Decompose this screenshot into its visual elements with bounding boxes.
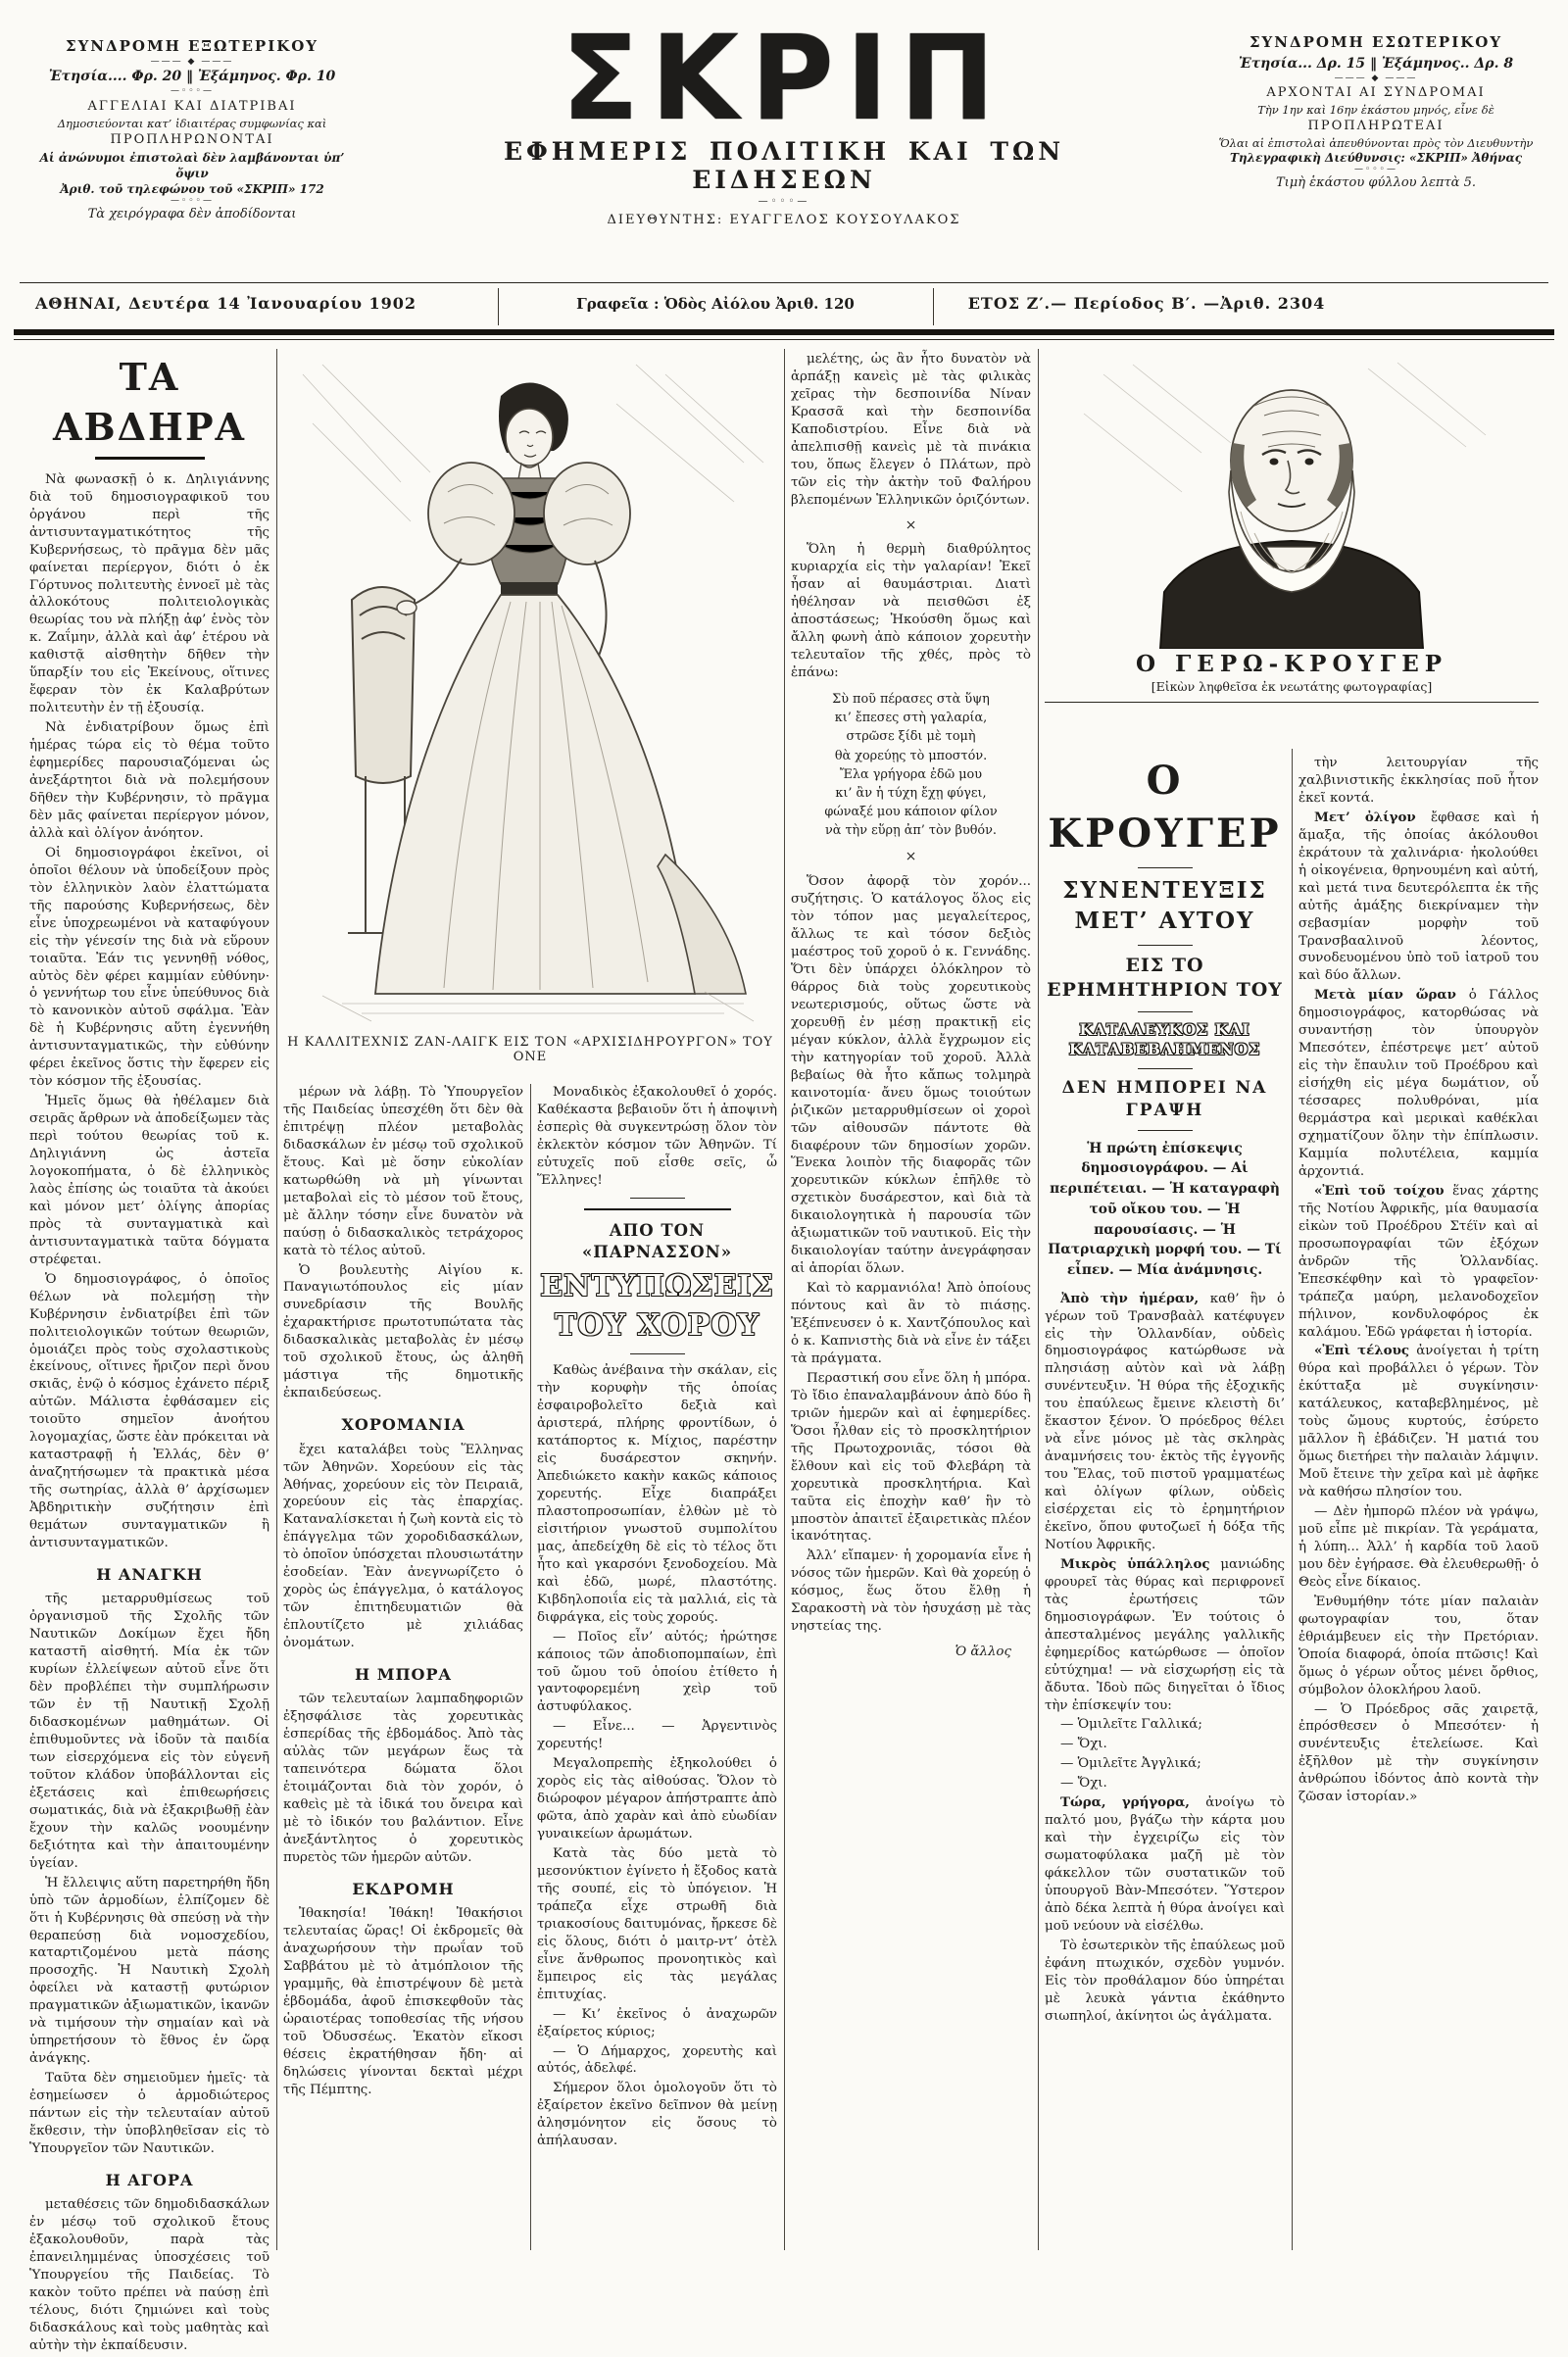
- illustration-caption: Η ΚΑΛΛΙΤΕΧΝΙΣ ΖΑΝ-ΛΑΙΓΚ ΕΙΣ ΤΟΝ «ΑΡΧΙΣΙΔΗΡΟΥΡΓΟΝ» ΤΟΥ ΟΝΕ: [287, 1035, 773, 1064]
- column-rule: [1038, 349, 1039, 2250]
- article-title-ball-impressions: ΕΝΤΥΠΩΣΕΙΣ ΤΟΥ ΧΟΡΟΥ: [540, 1268, 774, 1344]
- text-block: ἔχει καταλάβει τοὺς Ἕλληνας τῶν Ἀθηνῶν. Χορεύουν εἰς τὰς Ἀθήνας, χορεύουν εἰς τὸν Πειραιᾶ, χορεύουν εἰς τὰς ἐπαρχίας. Καταναλίσκεται ἡ ζωὴ κοντὰ εἰς τὸ ἐπάγγελμα τῶν χοροδιδασκάλων, τὸ ὁποῖον ὑπόσχεται πλουσιωτάτην ἐσοδείαν. Ἐὰν ἀνεγνωρίζετο ὁ χορὸς ὡς ἐπάγγελμα, ὁ κατάλογος τῶν ἐπιτηδευματιῶν θὰ ἐπλουτίζετο μὲ χιλιάδας ὀνομάτων.: [283, 1442, 523, 1651]
- article-abdera: [29, 351, 270, 2357]
- domestic-subscription-title: ΣΥΝΔΡΟΜΗ ΕΣΩΤΕΡΙΚΟΥ: [1249, 33, 1503, 51]
- column-2-body: [283, 1084, 523, 2101]
- text-block: [630, 1198, 685, 1199]
- text-block: ×: [905, 849, 917, 865]
- masthead-divider-rule: [20, 282, 1548, 283]
- kruger-portrait-svg: [1045, 345, 1539, 649]
- headline-underline: [95, 457, 205, 460]
- text-block: — Ὄχι.: [1060, 1737, 1107, 1752]
- actress-illustration: [283, 345, 777, 1064]
- portrait-note: [Εἰκὼν ληφθεῖσα ἐκ νεωτάτης φωτογραφίας]: [1151, 679, 1433, 694]
- text-block: Ἡ ἔλλειψις αὕτη παρετηρήθη ἤδη ὑπὸ τῶν ἁρμοδίων, ἐλπίζομεν δὲ ὅτι ἡ Κυβέρνησις θὰ σπεύσῃ νὰ τὴν θεραπεύσῃ διὰ νομοσχεδίου, καταρτιζομένου μετὰ πάσης προσοχῆς. Ἡ Ναυτικὴ Σχολὴ ὀφείλει νὰ καταστῇ φυτώριον πραγματικῶν ἀξιωματικῶν, ἱκανῶν νὰ τιμήσουν τὴν σημαίαν καὶ νὰ ὑπηρετήσουν τὸ ἔθνος ἐν ὥρᾳ ἀνάγκης.: [29, 1875, 270, 2067]
- ornament: —◦◦◦—: [171, 196, 214, 207]
- ads-title: ΑΓΓΕΛΙΑΙ ΚΑΙ ΔΙΑΤΡΙΒΑΙ: [87, 99, 297, 115]
- telegraph-address-line: Τηλεγραφικὴ Διεύθυνσις: «ΣΚΡΙΠ» Ἀθήνας: [1230, 151, 1522, 166]
- subscriptions-start-title: ΑΡΧΟΝΤΑΙ ΑΙ ΣΥΝΔΡΟΜΑΙ: [1266, 85, 1486, 101]
- column-subhead: Η ΑΓΟΡΑ: [105, 2170, 194, 2189]
- column-2-text: [283, 1084, 523, 2099]
- text-block: Μικρὸς ὑπάλληλος μανιώδης φρουρεῖ τὰς θύρας καὶ περιφρονεῖ τὰς ἐρωτήσεις τῶν δημοσιογράφων. Ἐν τούτοις ὁ ἀπεσταλμένος μεγάλης γαλλικῆς ἐφημερίδος κατώρθωσε — ὁποῖον εὐτύχημα! — νὰ εἰσχωρήσῃ εἰς τὰ ἄδυτα. Ἰδοὺ πῶς διηγεῖται ὁ ἴδιος τὴν ἐπίσκεψίν του:: [1045, 1555, 1285, 1713]
- column-6-body: [1298, 755, 1539, 1808]
- column-rule: [1292, 749, 1293, 2250]
- ornament: —◦◦◦—: [1354, 165, 1397, 175]
- text-block: — Ὄχι.: [1060, 1776, 1107, 1792]
- dateline-city-date: ΑΘΗΝΑΙ, Δευτέρα 14 Ἰανουαρίου 1902: [35, 294, 417, 313]
- article-title-abdera: ΤΑ ΑΒΔΗΡΑ: [52, 355, 247, 449]
- abdera-body: [29, 471, 270, 2355]
- text-block: — Ὁμιλεῖτε Ἀγγλικά;: [1060, 1756, 1201, 1772]
- column-4-text: [791, 351, 1031, 1661]
- column-rule: [784, 349, 785, 2250]
- kruger-headline-1: Ο ΚΡΟΥΓΕΡ: [1048, 758, 1282, 857]
- subscription-box-foreign: [27, 35, 357, 222]
- text-block: τῆς μεταρρυθμίσεως τοῦ ὀργανισμοῦ τῆς Σχολῆς τῶν Ναυτικῶν Δοκίμων ἔχει ἤδη καταστῆ αἰσθητή. Μία ἐκ τῶν κυρίων ἐλλείψεων αὐτοῦ εἶνε ὅτι δὲν προβλέπει τὴν συμπλήρωσιν τῶν ἐν τῇ Ναυτικῇ Σχολῇ διδασκομένων μαθημάτων. Οἱ ἐπιθυμοῦντες νὰ ἰδοῦν τὰ παιδία των εἰσερχόμενα εἰς τὸν εὐγενῆ τοῦτον κλάδον ὑποβάλλονται εἰς ἐξετάσεις καὶ ἐπιθεωρήσεις σωματικάς, διὰ νὰ ἐξακριβωθῇ ἐὰν ἔχουν τὴν καλῶς νοουμένην δεξιότητα καὶ τὴν ἀπαιτουμένην ὑγείαν.: [29, 1592, 270, 1871]
- column-3-intro: [537, 1084, 777, 1199]
- thin-rule: [14, 339, 1554, 340]
- headline-rule: [1138, 1068, 1193, 1069]
- text-block: ×: [905, 516, 917, 533]
- column-6-text: [1298, 755, 1539, 1806]
- foreign-rates: Ἐτησία.... Φρ. 20 ‖ Ἐξάμηνος. Φρ. 10: [48, 69, 336, 85]
- prepaid-note: ΠΡΟΠΛΗΡΩΤΕΑΙ: [1307, 119, 1445, 134]
- dateline-issue-number: ΕΤΟΣ Ζ′.— Περίοδος Β′. —Ἀριθ. 2304: [967, 294, 1326, 313]
- text-block: Ἐνθυμήθην τότε μίαν παλαιὰν φωτογραφίαν του, ὅταν ἐθριάμβευεν εἰς τὴν Πρετόριαν. Ὁποία διαφορά, ὁποία πτῶσις! Καὶ ὅμως ὁ γέρων οὗτος μένει ὄρθιος, σύμβολον ὁλοκλήρου λαοῦ.: [1298, 1594, 1539, 1697]
- kruger-body: [1045, 1291, 1285, 2026]
- kruger-headline-3: ΕΙΣ ΤΟ ΕΡΗΜΗΤΗΡΙΟΝ ΤΟΥ: [1047, 954, 1283, 1002]
- text-block: Τὸ ἐσωτερικὸν τῆς ἐπαύλεως μοῦ ἐφάνη πτωχικόν, σχεδὸν γυμνόν. Εἰς τὸν προθάλαμον δύο ὑπηρέται μὲ λευκὰ γάντια ἐκάθηντο σιωπηλοί, ἀκίνητοι ὡς ἀγάλματα.: [1045, 1938, 1285, 2024]
- text-block: Μετὰ μίαν ὥραν ὁ Γάλλος δημοσιογράφος, κατορθώσας νὰ συναντήσῃ τὸν ὑπουργὸν Μπεσότεν, ἐπέστρεψε μετ’ αὐτοῦ εἰς τὴν ἔπαυλιν τοῦ Προέδρου καὶ εἰσήχθη εἰς μέγα δωμάτιον, οὗ τέσσαρες πολυθρόναι, μία θερμάστρα καὶ μερικαὶ καθέκλαι σχηματίζουν ὅλην τὴν ἐπίπλωσιν. Καμμία πολυτέλεια, καμμία ἀρχοντιά.: [1298, 987, 1540, 1179]
- text-block: — Κι’ ἐκεῖνος ὁ ἀναχωρῶν ἐξαίρετος κύριος;: [537, 2006, 777, 2039]
- dateline-office-address: Γραφεῖα : Ὁδὸς Αἰόλου Ἀριθ. 120: [576, 295, 855, 313]
- text-block: Μοναδικὸς ἐξακολουθεῖ ὁ χορός. Καθέκαστα βεβαιοῦν ὅτι ἡ ἀποψινὴ ἑσπερὶς θὰ συγκεντρώσῃ ὅλον τὸν ἐκλεκτὸν κόσμον τῶν Ἀθηνῶν. Τί εὐτυχεῖς ποῦ εἶσθε σεῖς, ὦ Ἕλληνες!: [537, 1085, 777, 1188]
- kruger-headline-2: ΣΥΝΕΝΤΕΥΞΙΣ ΜΕΤ’ ΑΥΤΟΥ: [1062, 877, 1267, 934]
- ornament: ——— ◆ ———: [150, 56, 234, 67]
- headline-rule: [1138, 945, 1193, 946]
- text-block: — Εἶνε... — Ἀργεντινὸς χορευτής!: [537, 1719, 777, 1752]
- kruger-portrait: [1045, 345, 1539, 703]
- copy-price-line: Τιμὴ ἑκάστου φύλλου λεπτὰ 5.: [1276, 175, 1476, 191]
- column-subhead: ΧΟΡΟΜΑΝΙΑ: [341, 1415, 466, 1435]
- text-block: μεταθέσεις τῶν δημοδιδασκάλων ἐν μέσῳ τοῦ σχολικοῦ ἔτους ἐξακολουθοῦν, παρὰ τὰς ἐπανειλημμένας ὑποσχέσεις τοῦ Ὑπουργείου τῆς Παιδείας. Τὸ κακὸν τοῦτο πρέπει νὰ παύσῃ ἐπὶ τέλους, διότι ζημιώνει καὶ τοὺς διδασκάλους καὶ τοὺς μαθητὰς καὶ αὐτὴν τὴν ἐκπαίδευσιν.: [29, 2197, 270, 2353]
- column-subhead: Η ΑΝΑΓΚΗ: [96, 1564, 203, 1584]
- column-rule: [530, 1084, 531, 2250]
- dateline-separator: [933, 288, 934, 325]
- dateline-separator: [498, 288, 499, 325]
- text-block: Σὺ ποῦ πέρασες στὰ ὕψη κι’ ἔπεσες στὴ γαλαρία, στρῶσε ξίδι μὲ τομὴ θὰ χορεύῃς τὸ μποστόν. Ἔλα γρήγορα ἐδῶ μου κι’ ἂν ἡ τύχη ἔχῃ φύγει, φώναξέ μου κάποιον φίλον νὰ τὴν εὕρῃ ἀπ’ τὸν βυθόν.: [824, 691, 998, 839]
- article-kicker-parnassos: ΑΠΟ ΤΟΝ «ΠΑΡΝΑΣΣΟΝ»: [581, 1220, 733, 1261]
- parnassos-body: [537, 1362, 777, 2150]
- text-block: Ἀπὸ τὴν ἡμέραν, καθ’ ἣν ὁ γέρων τοῦ Τρανσβαὰλ κατέφυγεν εἰς τὴν Ὁλλανδίαν, οὐδεὶς δημοσιογράφος κατώρθωσε νὰ πλησιάσῃ αὐτὸν καὶ νὰ λάβῃ συνέντευξιν. Ἡ θύρα τῆς ἐξοχικῆς του ἐπαύλεως ἔμεινε κλειστὴ δι’ ἕκαστον ξένον. Ὁ πρόεδρος θέλει νὰ εἶνε μόνος μὲ τὰς σκληρὰς ἀναμνήσεις του· ἐκτὸς τῆς ἐγγονῆς του Ἔλας, τοῦ πιστοῦ γραμματέως καὶ ὀλίγων φίλων, οὐδεὶς εἰσέρχεται εἰς τὸ ἐρημητήριον ἐκεῖνο, ὅπου φυτοζωεῖ ἡ δόξα τῆς Νοτίου Ἀφρικῆς.: [1045, 1290, 1286, 1552]
- text-block: τὴν λειτουργίαν τῆς χαλβινιστικῆς ἐκκλησίας ποῦ ἦτον ἐκεῖ κοντά.: [1298, 756, 1539, 806]
- text-block: — Ὁμιλεῖτε Γαλλικά;: [1060, 1717, 1202, 1733]
- text-block: Περαστική σου εἶνε ὅλη ἡ μπόρα. Τὸ ἴδιο ἐπαναλαμβάνουν ἀπὸ δύο ἢ τριῶν ἡμερῶν καὶ αἱ ἐφημερίδες. Ὅσοι ἦλθαν εἰς τὸ προσκλητήριον τῆς Πρωτοχρονιᾶς, τόσοι θὰ ἔλθουν καὶ εἰς τοῦ Φλεβάρη τὰ χορευτικὰ προσκλητήρια. Καὶ ταῦτα εἰς ἐποχὴν καθ’ ἣν τὸ μποστὸν ἀπαιτεῖ ἐξαιρετικὰς πλέον ἱκανότητας.: [791, 1370, 1031, 1545]
- headline-rule: [1138, 1011, 1193, 1012]
- article-parnassos: [537, 1084, 777, 2152]
- ornament: —◦◦◦—: [171, 86, 214, 97]
- text-block: Ὁ ἄλλος: [955, 1645, 1011, 1660]
- text-block: Σήμερον ὅλοι ὁμολογοῦν ὅτι τὸ ἐξαίρετον ἐκεῖνο δεῖπνον θὰ μείνῃ ἀλησμόνητον εἰς ὅσους τὸ ἀπήλαυσαν.: [537, 2081, 777, 2149]
- text-block: «Ἐπὶ τοῦ τοίχου ἕνας χάρτης τῆς Νοτίου Ἀφρικῆς, μία θαυμασία εἰκὼν τοῦ Προέδρου Στέϊν καὶ αἱ προσωπογραφίαι τῶν ἐξόχων ἀνδρῶν τῆς Ὁλλανδίας. Ἐπεσκέφθην καὶ τὸ γραφεῖον· τράπεζα μαύρη, μελανοδοχεῖον πήλινον, κονδυλοφόρος ἐκ καλάμου. Ἐδῶ γράφεται ἡ ἱστορία.: [1298, 1182, 1539, 1340]
- text-block: — Ὁ Δήμαρχος, χορευτὴς καὶ αὐτός, ἀδελφέ.: [537, 2043, 777, 2077]
- text-block: Ὅλη ἡ θερμὴ διαθρύλητος κυριαρχία εἰς τὴν γαλαρίαν! Ἐκεῖ ἦσαν αἱ θαυμάστριαι. Διατὶ ἠθέλησαν νὰ πεισθῶσι ἐξ ἀποστάσεως; Ἠκούσθη ὅμως καὶ ἄλλη φωνὴ ἀπὸ κάποιον χορευτὴν τελευταῖον τῆς χθές, πρὸς τὸ ἐπάνω:: [791, 542, 1031, 680]
- anonymous-letters-note: Αἱ ἀνώνυμοι ἐπιστολαὶ δὲν λαμβάνονται ὑπ’ ὄψιν: [39, 150, 345, 180]
- text-block: — Ὁ Πρόεδρος σᾶς χαιρετᾷ, ἐπρόσθεσεν ὁ Μπεσότεν· ἡ συνέντευξις ἐτελείωσε. Καὶ ἐξῆλθον μὲ τὴν συγκίνησιν ἀνθρώπου ἰδόντος ἀπὸ κοντὰ τὴν ζῶσαν ἱστορίαν.»: [1298, 1701, 1539, 1805]
- text-block: μελέτης, ὡς ἂν ἦτο δυνατὸν νὰ ἁρπάξῃ κανεὶς μὲ τὰς φιλικὰς χεῖρας τὴν δεσποινίδα Νίναν Κρασσᾶ καὶ τὴν δεσποινίδα Καποδιστρίου. Εἶνε διὰ νὰ ἀπελπισθῇ κανεὶς μὲ τὰ πινάκια του, ὅπως ἔλεγεν ὁ Πλάτων, πρὸ τῶν εἰς τὴν ἀκτὴν τοῦ Φαλήρου βλεπομένων Ἑλληνικῶν ὁριζόντων.: [791, 352, 1031, 508]
- column-rule: [276, 349, 277, 2250]
- newspaper-subtitle: ΕΦΗΜΕΡΙΣ ΠΟΛΙΤΙΚΗ ΚΑΙ ΤΩΝ ΕΙΔΗΣΕΩΝ: [503, 137, 1065, 195]
- text-block: Τώρα, γρήγορα, ἀνοίγω τὸ παλτό μου, βγάζω τὴν κάρτα μου καὶ τὴν ἐγχειρίζω εἰς τὸν σωματοφύλακα μαζῆ μὲ τὸν φάκελλον τῶν συστατικῶν τοῦ ὑπουργοῦ Βὰν-Μπεσότεν. Ὕστερον ἀπὸ δέκα λεπτὰ ἡ θύρα ἀνοίγει καὶ μοῦ νεύουν νὰ εἰσέλθω.: [1045, 1794, 1285, 1934]
- kicker-rule: [584, 1208, 731, 1210]
- text-block: Μεγαλοπρεπὴς ἐξηκολούθει ὁ χορὸς εἰς τὰς αἰθούσας. Ὅλον τὸ διώροφον μέγαρον ἀπήστραπτε ἀπὸ φῶτα, ἀπὸ χαρὰν καὶ ἀπὸ εὐωδίαν γυναικείων ἀρωμάτων.: [537, 1756, 777, 1842]
- text-block: «Ἐπὶ τέλους ἀνοίγεται ἡ τρίτη θύρα καὶ προβάλλει ὁ γέρων. Τὸν ἐκύτταξα μὲ συγκίνησιν· κατάλευκος, καταβεβλημένος, μὲ τοὺς ὤμους κυρτούς, ἐσύρετο μᾶλλον ἢ ἐβάδιζεν. Ἡ ματιά του ὅμως διετήρει τὴν παλαιὰν λάμψιν. Μοῦ ἔτεινε τὴν χεῖρα καὶ μὲ ἀφῆκε νὰ καθήσω πλησίον του.: [1298, 1343, 1539, 1500]
- subscription-box-domestic: [1211, 31, 1541, 191]
- text-block: Καὶ τὸ καρμανιόλα! Ἀπὸ ὁποίους πόντους καὶ ἂν τὸ πιάσῃς. Ἐξέπνευσεν ὁ κ. Χαντζόπουλος καὶ ὁ κ. Καπνιστὴς διὰ νὰ εἶνε ἐν τάξει τὰ πράγματα.: [791, 1281, 1031, 1366]
- kruger-headline-4: ΚΑΤΑΛΕΥΚΟΣ ΚΑΙ ΚΑΤΑΒΕΒΛΗΜΕΝΟΣ: [1068, 1019, 1261, 1059]
- text-block: Ταῦτα δὲν σημειοῦμεν ἡμεῖς· τὰ ἐσημείωσεν ὁ ἁρμοδιώτερος πάντων εἰς τὴν τελευταίαν αὐτοῦ ἔκθεσιν, τὴν ὑποβληθεῖσαν εἰς τὸ Ὑπουργεῖον τῶν Ναυτικῶν.: [29, 2071, 270, 2156]
- text-block: Νὰ ἐνδιατρίβουν ὅμως ἐπὶ ἡμέρας τώρα εἰς τὸ θέμα τοῦτο ἐφημερίδες παρουσιαζόμεναι ὡς ἀνεξάρτητοι διὰ νὰ πολεμήσουν δῆθεν τὴν Κυβέρνησιν, τὸ πρᾶγμα δὲν μᾶς φαίνεται περίεργον μόνον, ἀλλὰ καὶ ὀλίγον ἀνόητον.: [29, 720, 270, 841]
- text-block: Μετ’ ὀλίγον ἔφθασε καὶ ἡ ἅμαξα, τῆς ὁποίας ἀκόλουθοι ἐκράτουν τὰ χαλινάρια· ἠκολούθει ἡ οἰκογένεια, θρηνουμένη καὶ αὐτή, καὶ μετά τινα δευτερόλεπτα ἐκ τῆς αὐτῆς ἁμάξης διεκρίναμεν τὴν σεβασμίαν μορφὴν τοῦ Τρανσβααλινοῦ λέοντος, συνοδευομένου ὑπὸ τοῦ ἰατροῦ του καὶ δύο ἄλλων.: [1298, 809, 1539, 984]
- text-block: Ἡμεῖς ὅμως θὰ ἠθέλαμεν διὰ σειρᾶς ἄρθρων νὰ ἀποδείξωμεν τὰς περὶ τούτου θεωρίας τοῦ κ. Δηλιγιάννη ὡς ἀστεῖα λογοκοπήματα, ὁ δὲ ἑλληνικὸς λαὸς ἐπίσης ὡς τοιαῦτα τὰ ἀκούει καὶ μόνον μετ’ ὀλίγης ἀπορίας πρὸς τὰ συνταγματικὰ καὶ ἀντισυνταγματικὰ ταῦτα δόγματα στρέφεται.: [29, 1094, 270, 1267]
- text-block: — Ποῖος εἶν’ αὐτός; ἠρώτησε κάποιος τῶν ἀποδιοπομπαίων, ἐπὶ τοῦ ὤμου τοῦ ὁποίου ἐτίθετο ἡ γαντοφορεμένη χεὶρ τοῦ ἀστυφύλακος.: [537, 1629, 777, 1715]
- text-block: Ἀλλ’ εἴπαμεν· ἡ χορομανία εἶνε ἡ νόσος τῶν ἡμερῶν. Καὶ θὰ χορεύῃ ὁ κόσμος, ἕως ὅτου ἔλθῃ ἡ Σαρακοστὴ νὰ τὸν ἡσυχάσῃ μὲ τὰς νηστείας της.: [791, 1548, 1031, 1635]
- text-block: Ἰθακησία! Ἰθάκη! Ἰθακήσιοι τελευταίας ὥρας! Οἱ ἐκδρομεῖς θὰ ἀναχωρήσουν τὴν πρωΐαν τοῦ Σαββάτου μὲ τὸ ἀτμόπλοιον τῆς γραμμῆς, θὰ ἐπιστρέψουν δὲ μετὰ ἑβδομάδα, ἀφοῦ ἐπισκεφθοῦν τὰς ὡραιοτέρας τοποθεσίας τῆς νήσου τοῦ Ὀδυσσέως. Ἑκατὸν εἴκοσι θέσεις ἐκρατήθησαν ἤδη· αἱ δηλώσεις γίνονται δεκταὶ μέχρι τῆς Πέμπτης.: [283, 1906, 523, 2097]
- text-block: μέρων νὰ λάβῃ. Τὸ Ὑπουργεῖον τῆς Παιδείας ὑπεσχέθη ὅτι δὲν θὰ ἐπιτρέψῃ πλέον μεταβολὰς διδασκάλων ἐν μέσῳ τοῦ σχολικοῦ ἔτους. Καὶ μὲ ὅσην εὐκολίαν κατωρθώθη νὰ μὴ γίνωνται μεταβολαὶ εἰς τὸ μέσον τοῦ ἔτους, μὲ ἄλλην τόσην εἶνε δυνατὸν νὰ παύσῃ ὁ διδασκαλικὸς τετράχορος κατὰ τὸ τέλος αὐτοῦ.: [283, 1085, 523, 1258]
- portrait-divider-rule: [1045, 702, 1539, 703]
- prepaid-note: ΠΡΟΠΛΗΡΩΝΟΝΤΑΙ: [110, 132, 274, 148]
- column-4-body: [791, 351, 1031, 1661]
- portrait-caption: Ο ΓΕΡΩ-ΚΡΟΥΓΕΡ: [1135, 651, 1448, 677]
- ornament: ——— ◆ ———: [1334, 73, 1418, 83]
- headline-rule: [1138, 867, 1193, 868]
- heavy-rule: [14, 329, 1554, 335]
- text-block: Καθὼς ἀνέβαινα τὴν σκάλαν, εἰς τὴν κορυφὴν τῆς ὁποίας ἐσφαιροβολεῖτο δεξιὰ καὶ ἀριστερά, πλήρης φροντίδων, ὁ κατάπορτος κ. Μίχιος, παρέστην εἰς δυσάρεστον σκηνήν. Ἀπεδιώκετο κακὴν κακῶς κάποιος χορευτής. Εἶχε διαπράξει πλαστοπροσωπίαν, ἐλθὼν μὲ τὸ εἰσιτήριον γνωστοῦ συμπολίτου μας, ἀπεδείχθη δὲ εἰς τὸ τέλος ὅτι ἦτο καὶ γκαρσόνι ξενοδοχείου. Μὰ καὶ ἐδῶ, μωρέ, πλαστότης. Κιβδηλοποιΐα εἰς τὰ μαλλιά, εἰς τὰ διφράγκα, εἰς τοὺς χορούς.: [537, 1363, 777, 1625]
- director-line: ΔΙΕΥΘΥΝΤΗΣ: ΕΥΑΓΓΕΛΟΣ ΚΟΥΣΟΥΛΑΚΟΣ: [607, 213, 961, 228]
- text-block: Ὁ δημοσιογράφος, ὁ ὁποῖος θέλων νὰ πολεμήσῃ τὴν Κυβέρνησιν ἐνδιατρίβει ἐπὶ τῶν πολιτειολογικῶν τούτων θεωριῶν, ὁμοιάζει πρὸς τοὺς σχολαστικοὺς ἐκείνους, οἵτινες ἤριζον περὶ ὄνου σκιᾶς, ἐνῷ ὁ κόσμος ἐχάνετο πέριξ αὐτῶν. Μάλιστα ἐφθάσαμεν εἰς τοιοῦτο σημεῖον ἀνοήτου λογομαχίας, ὥστε ἐὰν πρόκειται νὰ καταστραφῇ ἡ Ἑλλάς, δὲν θ’ ἀναζητήσωμεν τὰ πρακτικὰ μέσα τῆς σωτηρίας, ἀλλὰ θ’ ἀρχίσωμεν Ἀβδηριτικὴν συζήτησιν ἐπὶ θεμάτων συνταγματικῶν ἢ ἀντισυνταγματικῶν.: [29, 1271, 270, 1550]
- column-subhead: Η ΜΠΟΡΑ: [355, 1665, 452, 1685]
- headline-rule: [1138, 1130, 1193, 1131]
- ornament: —◦◦◦—: [758, 196, 810, 208]
- headline-underline: [630, 1353, 685, 1354]
- text-block: Κατὰ τὰς δύο μετὰ τὸ μεσονύκτιον ἐγίνετο ἡ ἔξοδος κατὰ τῆς σουπέ, εἰς τὸ ὑπόγειον. Ἡ τράπεζα εἶχε στρωθῆ διὰ τριακοσίους δαιτυμόνας, ἤρκεσε δὲ εἰς ὅλους, διότι ὁ μαιτρ-ντ’ ὁτὲλ εἶνε ἄνθρωπος προνοητικὸς καὶ ἔμπειρος εἰς τὰς μεγάλας ἐπιτυχίας.: [537, 1846, 777, 2002]
- actress-illustration-svg: [283, 345, 777, 1031]
- manuscripts-note: Τὰ χειρόγραφα δὲν ἀποδίδονται: [87, 207, 297, 222]
- domestic-rates: Ἐτησία... Δρ. 15 ‖ Ἐξάμηνος.. Δρ. 8: [1238, 55, 1514, 72]
- kruger-deck: Ἡ πρώτη ἐπίσκεψις δημοσιογράφου. — Αἱ περιπέτειαι. — Ἡ καταγραφὴ τοῦ οἴκου του. — Ἡ παρουσίασις. — Ἡ Πατριαρχικὴ μορφή του. — Τί εἶπεν. — Μία ἀνάμνησις.: [1048, 1140, 1282, 1278]
- text-block: τῶν τελευταίων λαμπαδηφοριῶν ἐξησφάλισε τὰς χορευτικὰς ἑσπερίδας τῆς ἑβδομάδος. Ἀπὸ τὰς αὐλὰς τῶν μεγάρων ἕως τὰ ταπεινότερα δώματα ὅλοι ἑτοιμάζονται διὰ τὸν χορόν, ὁ καθεὶς μὲ τὰ ἰδικά του ὄνειρα καὶ μὲ τὸ ἰδικόν του βαλάντιον. Εἶνε ἀνεξάντλητος ὁ χορευτικὸς πυρετὸς τῶν ἡμερῶν αὐτῶν.: [283, 1692, 523, 1866]
- subscriptions-start-note: Τὴν 1ην καὶ 16ην ἑκάστου μηνός, εἶνε δὲ: [1257, 102, 1494, 117]
- letters-to-director-note: Ὅλαι αἱ ἐπιστολαὶ ἀπευθύνονται πρὸς τὸν Διευθυντὴν: [1218, 135, 1534, 150]
- text-block: Ὁ βουλευτὴς Αἰγίου κ. Παναγιωτόπουλος εἰς μίαν συνεδρίασιν τῆς Βουλῆς ἐχαρακτήρισε πρωτοτυπώτατα τὰς διδασκαλικὰς μεταβολὰς ἐν μέσῳ τοῦ σχολικοῦ ἔτους, ὡς ἀληθῆ μάστιγα τῆς δημοτικῆς ἐκπαιδεύσεως.: [283, 1262, 523, 1401]
- phone-number-line: Ἀριθ. τοῦ τηλεφώνου τοῦ «ΣΚΡΙΠ» 172: [60, 182, 324, 197]
- foreign-subscription-title: ΣΥΝΔΡΟΜΗ ΕΞΩΤΕΡΙΚΟΥ: [65, 37, 319, 55]
- kruger-headline-5: ΔΕΝ ΗΜΠΟΡΕΙ ΝΑ ΓΡΑΨΗ: [1061, 1078, 1268, 1121]
- masthead-center: [412, 10, 1156, 228]
- column-subhead: ΕΚΔΡΟΜΗ: [352, 1880, 455, 1898]
- text-block: Ὅσον ἀφορᾷ τὸν χορόν... συζήτησις. Ὁ κατάλογος ὅλος εἰς τὸν τόπον μας μεγαλείτερος, ἄλλως τε καὶ τόσον δεξιὸς μαέστρος τοῦ χοροῦ ὁ κ. Γεννάδης. Ὅτι δὲν ὑπάρχει ὁλόκληρον τὸ θάρρος διὰ τοὺς χορευτικοὺς νεωτερισμούς, οὕτως ὥστε νὰ χορευθῇ ἐν μέσῃ πρακτικῇ εἰς μέγαν κύκλον, ἀλλὰ ἔγχρωμον εἰς τὴν κατηγορίαν τοῦ χοροῦ. Ἀλλὰ βεβαίως θὰ ἦτο κἄπως τολμηρὰ καινοτομία· ἄνευ ὅμως τοιούτων ῥιζικῶν μεταρρυθμίσεων οἱ χοροὶ τῶν αἰθουσῶν πάντοτε θὰ διαφέρουν τῶν δημοσίων χορῶν. Ἕνεκα λοιπὸν τῆς διαφορᾶς τῶν χορευτικῶν κύκλων ἐπῆλθε τὸ σχετικὸν δυσάρεστον, καὶ διὰ τὰ δικαιολογητικὰ ἡ παρουσία τῶν ἀξιωματικῶν τοῦ ναυτικοῦ. Εἰς τὴν δικαιολογίαν ταύτην ἀνεγράφησαν αἱ ἀπορίαι ὅλων.: [791, 874, 1031, 1277]
- ads-note: Δημοσιεύονται κατ’ ἰδιαιτέρας συμφωνίας καὶ: [57, 116, 327, 130]
- text-block: Νὰ φωνασκῇ ὁ κ. Δηλιγιάννης διὰ τοῦ δημοσιογραφικοῦ του ὀργάνου περὶ τῆς ἀντισυνταγματικότητος τῆς Κυβερνήσεως, τὸ πρᾶγμα δὲν μᾶς φαίνεται περίεργον, διότι ὁ ἐκ Γόρτυνος πολιτευτὴς ἐννοεῖ μὲ τὰς ἀλλοκότους πολιτειολογικὰς θεωρίας του νὰ πλήξῃ ἀφ’ ἑνὸς τὸν κ. Ζαΐμην, ἀλλὰ καὶ ἀφ’ ἑτέρου νὰ καθιστᾷ αἰσθητὴν δῆθεν τὴν ὕπαρξίν του εἰς Ἐκείνους, οἵτινες ἔφεραν τὸν ἐκ Καλαβρύτων πολιτευτὴν ἐν τῇ ἐξουσίᾳ.: [29, 471, 270, 716]
- article-kruger: [1045, 755, 1285, 2028]
- text-block: Οἱ δημοσιογράφοι ἐκεῖνοι, οἱ ὁποῖοι θέλουν νὰ ὑποδείξουν πρὸς τὸν ἑλληνικὸν λαὸν ἐλαττώματα τῆς παρούσης Κυβερνήσεως, δὲν εἶνε ὑποχρεωμένοι νὰ καταφύγουν εἰς τὴν γένεσίν της διὰ νὰ εὕρουν τοιαῦτα. Ἐάν τις γεννηθῇ νόθος, αὐτὸς δὲν φέρει καμμίαν εὐθύνην· ὁ γεννήτωρ του εἶνε ὑπεύθυνος διὰ τὸ κανονικὸν αὐτοῦ σφάλμα. Ἐὰν δὲ ἡ Κυβέρνησις αὕτη ἐγεννήθη ἀντισυνταγματικῶς, τὴν εὐθύνην φέρει ἐκεῖνος ὅστις τὴν ἔφερεν εἰς τὸν κόσμον τῆς ἐξουσίας.: [29, 845, 270, 1090]
- text-block: — Δὲν ἠμπορῶ πλέον νὰ γράψω, μοῦ εἶπε μὲ πικρίαν. Τὰ γεράματα, ἡ λύπη... Ἀλλ’ ἡ καρδία τοῦ λαοῦ μου δὲν ἐγήρασε. Θὰ ἐλευθερωθῇ· ὁ Θεὸς εἶνε δίκαιος.: [1298, 1504, 1539, 1590]
- newspaper-logo: ΣΚΡΙΠ: [561, 10, 1007, 148]
